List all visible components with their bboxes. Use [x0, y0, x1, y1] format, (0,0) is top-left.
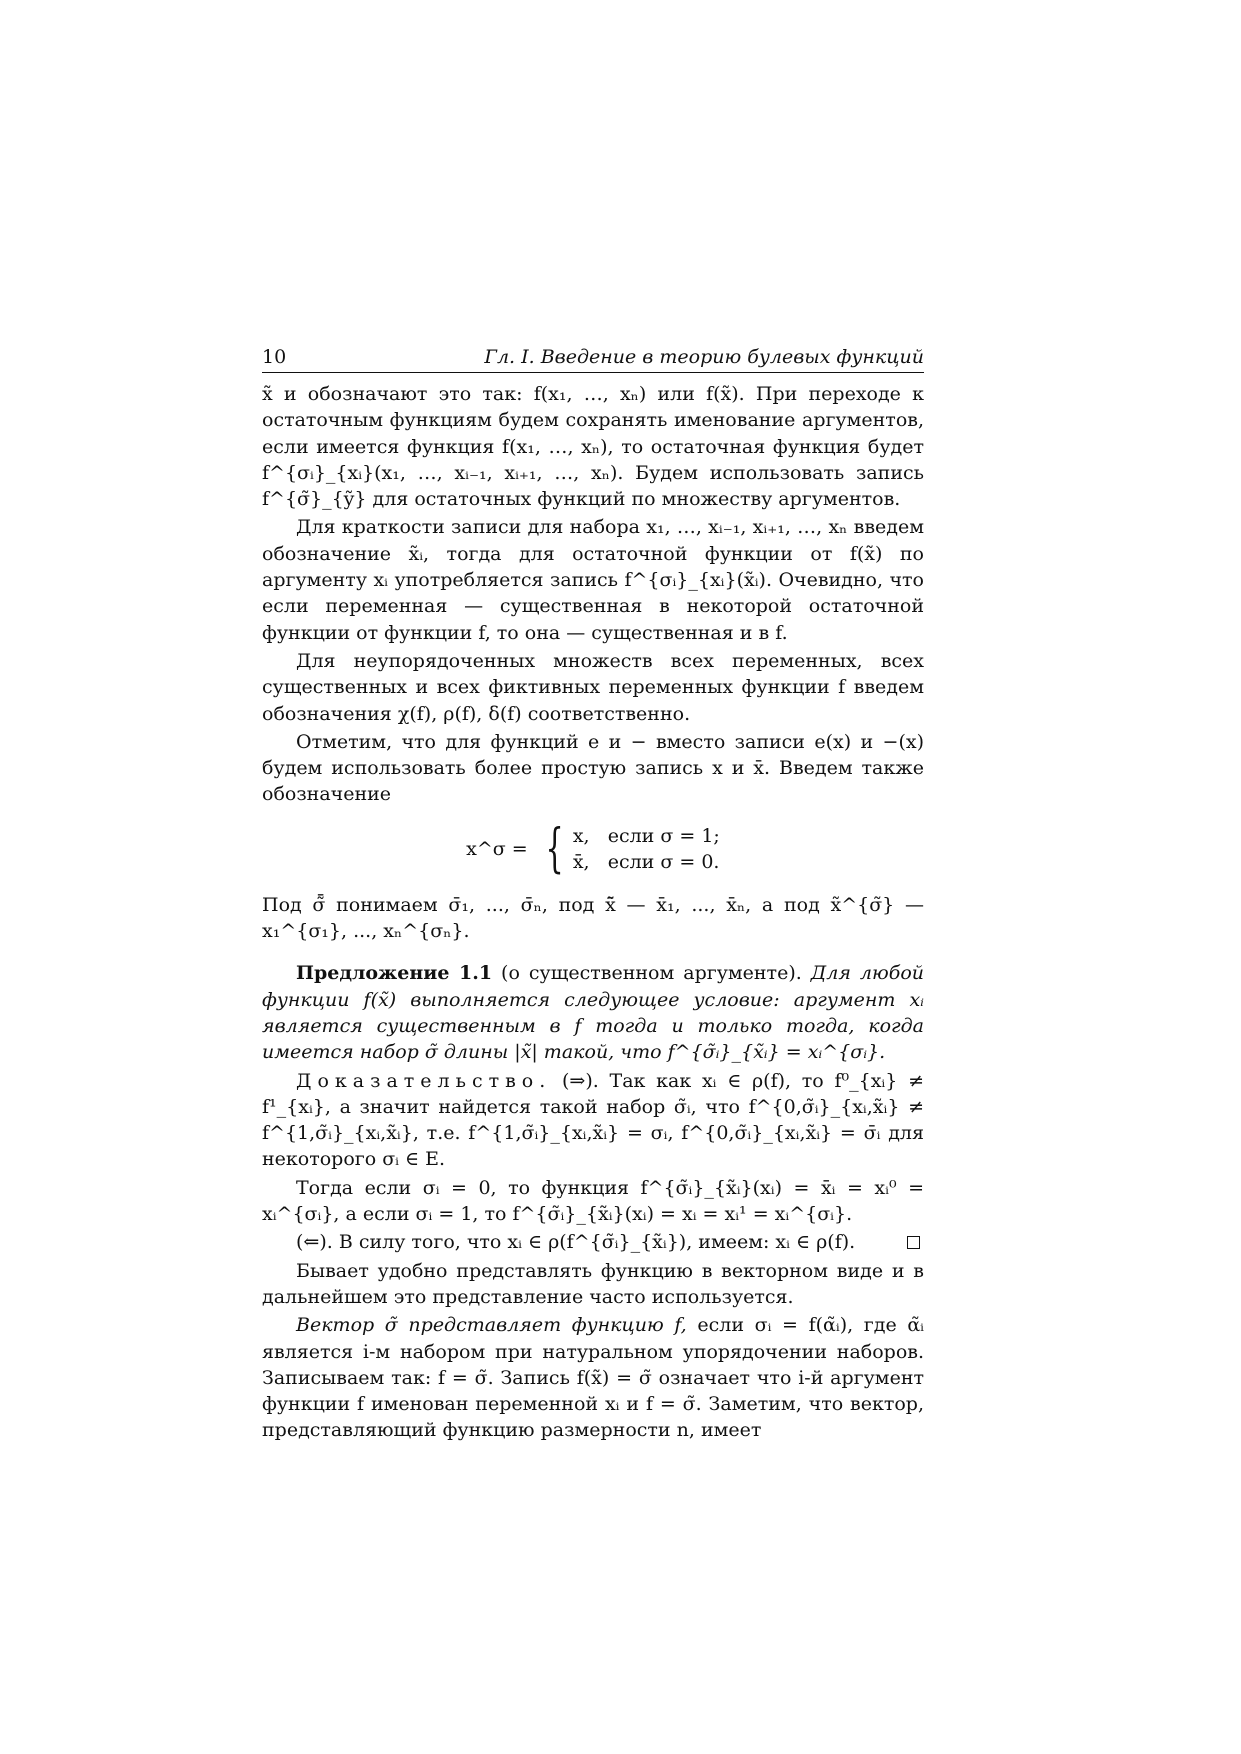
chapter-title: Гл. I. Введение в теорию булевых функций [484, 346, 924, 368]
cases-formula [262, 820, 924, 878]
cases-rows [573, 823, 720, 875]
case-row-1: x, если σ = 1; [572, 824, 720, 847]
proof-part-1 [262, 1068, 924, 1173]
paragraph-vector-definition [262, 1312, 924, 1443]
paragraph-vector-form: Бывает удобно представлять функцию в векторном виде и в дальнейшем это представление часто используется. [262, 1259, 924, 1308]
vector-definition-term: Вектор σ̃ представляет функцию f, [296, 1314, 687, 1337]
paragraph-brevity-notation: Для краткости записи для набора x₁, …, xᵢ₋₁, xᵢ₊₁, …, xₙ введем обозначение x̃ᵢ, тогда для остаточной функции от f(x̃) по аргументу xᵢ употребляется запись f^{σᵢ}_{xᵢ}(x̃ᵢ). Очевидно, что если переменная — существенная в некоторой остаточной функции от функции f, то она — существенная и в f. [262, 516, 924, 644]
proof-part-3 [262, 1229, 924, 1255]
page-number: 10 [262, 346, 287, 368]
paragraph-notation-intro: Отметим, что для функций e и − вместо записи e(x) и −(x) будем использовать более простую запись x и x̄. Введем также обозначение [262, 730, 924, 806]
qed-icon [907, 1236, 920, 1249]
paragraph-bar-notation: Под σ̃̄ понимаем σ̄₁, ..., σ̄ₙ, под x̃̄ — x̄₁, ..., x̄ₙ, а под x̃^{σ̃} — x₁^{σ₁}, ..., xₙ^{σₙ}. [262, 893, 924, 943]
left-brace-icon: { [545, 818, 564, 879]
book-page [262, 344, 924, 1444]
proposition-subtitle: (о существенном аргументе). [501, 962, 802, 985]
proof-part-3-text: (⇐). В силу того, что xᵢ ∈ ρ(f^{σ̃ᵢ}_{x̃ᵢ}), имеем: xᵢ ∈ ρ(f). [296, 1231, 856, 1254]
proposition-title: Предложение 1.1 [296, 962, 493, 985]
proposition-1-1 [262, 960, 924, 1065]
running-head [262, 344, 924, 373]
proof-part-2: Тогда если σᵢ = 0, то функция f^{σ̃ᵢ}_{x̃ᵢ}(xᵢ) = x̄ᵢ = xᵢ⁰ = xᵢ^{σᵢ}, а если σᵢ = 1, то f^{σ̃ᵢ}_{x̃ᵢ}(xᵢ) = xᵢ = xᵢ¹ = xᵢ^{σᵢ}. [262, 1176, 924, 1226]
case-row-2: x̄, если σ = 0. [572, 850, 720, 873]
paragraph-residual-functions: x̃ и обозначают это так: f(x₁, …, xₙ) или f(x̃). При переходе к остаточным функциям будем сохранять именование аргументов, если имеется функция f(x₁, …, xₙ), то остаточная функция будет f^{σᵢ}_{xᵢ}(x₁, …, xᵢ₋₁, xᵢ₊₁, …, xₙ). Будем использовать запись f^{σ̃}_{ỹ} для остаточных функций по множеству аргументов. [262, 383, 924, 511]
proof-heading: Доказательство. [296, 1069, 552, 1092]
vector-definition-rest: если σᵢ = f(α̃ᵢ), где α̃ᵢ является i-м набором при натуральном упорядочении наборов. Записываем так: f = σ̃. Запись f(x̃) = σ̃ означает что i-й аргумент функции f именован переменной xᵢ и f = σ̃. Заметим, что вектор, представляющий функцию размерности n, имеет [262, 1314, 924, 1442]
proposition-body: Для любой функции f(x̃) выполняется следующее условие: аргумент xᵢ является существенным в f тогда и только тогда, когда имеется набор σ̃ длины |x̃| такой, что f^{σ̃ᵢ}_{x̃ᵢ} = xᵢ^{σᵢ}. [262, 962, 924, 1064]
paragraph-variable-sets: Для неупорядоченных множеств всех переменных, всех существенных и всех фиктивных переменных функции f введем обозначения χ(f), ρ(f), δ(f) соответственно. [262, 649, 924, 725]
cases-lhs: x^σ = [466, 837, 528, 860]
proof-part-1-text: (⇒). Так как xᵢ ∈ ρ(f), то f⁰_{xᵢ} ≠ f¹_{xᵢ}, а значит найдется такой набор σ̃ᵢ, что f^{0,σ̃ᵢ}_{xᵢ,x̃ᵢ} ≠ f^{1,σ̃ᵢ}_{xᵢ,x̃ᵢ}, т.е. f^{1,σ̃ᵢ}_{xᵢ,x̃ᵢ} = σᵢ, f^{0,σ̃ᵢ}_{xᵢ,x̃ᵢ} = σ̄ᵢ для некоторого σᵢ ∈ E. [262, 1069, 924, 1171]
